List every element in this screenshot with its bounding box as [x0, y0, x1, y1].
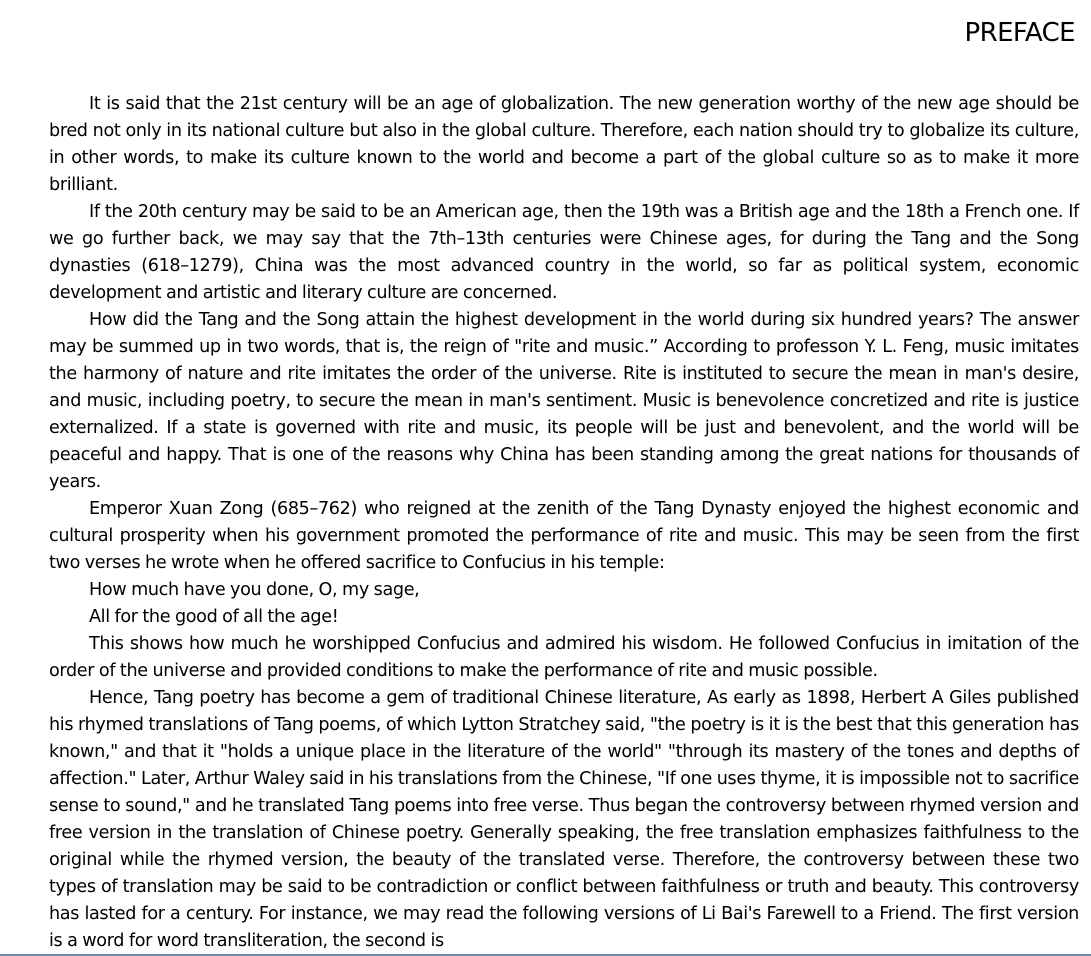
paragraph-tang-poetry-translation: Hence, Tang poetry has become a gem of traditional Chinese literature, As early as 1898, Herbert A Giles published his rhymed translations of Tang poems, of which Lytton Stratchey said, "the poetry is it is the best that this generation has known," and that it "holds a unique place in the literature of the world" "through its mastery of the tones and depths of affection." Later, Arthur Waley said in his translations from the Chinese, "If one uses thyme, it is impossible not to sacrifice sense to sound," and he translated Tang poems into free verse. Thus began the controversy between rhymed version and free version in the translation of Chinese poetry. Generally speaking, the free translation emphasizes faithfulness to the original while the rhymed version, the beauty of the translated verse. Therefore, the controversy between these two types of translation may be said to be contradiction or conflict between faithfulness or truth and beauty. This controversy has lasted for a century. For instance, we may read the following versions of Li Bai's Farewell to a Friend. The first version is a word for word transliteration, the second is	[49, 688, 1079, 951]
paragraph-emperor-xuan-zong: Emperor Xuan Zong (685–762) who reigned at the zenith of the Tang Dynasty enjoyed the highest economic and cultural prosperity when his government promoted the performance of rite and music. This may be seen from the first two verses he wrote when he offered sacrifice to Confucius in his temple:	[49, 499, 1079, 573]
paragraph-chinese-ages: If the 20th century may be said to be an American age, then the 19th was a British age and the 18th a French one. If we go further back, we may say that the 7th–13th centuries were Chinese ages, for during the Tang and the Song dynasties (618–1279), China was the most advanced country in the world, so far as political system, economic development and artistic and literary culture are concerned.	[49, 202, 1079, 303]
page-title: PREFACE	[964, 18, 1075, 48]
document-body	[49, 91, 1079, 955]
paragraph-worship-confucius: This shows how much he worshipped Confucius and admired his wisdom. He followed Confucius in imitation of the order of the universe and provided conditions to make the performance of rite and music possible.	[49, 634, 1079, 681]
verse-line-1: How much have you done, O, my sage,	[89, 580, 420, 600]
paragraph-globalization: It is said that the 21st century will be an age of globalization. The new generation worthy of the new age should be bred not only in its national culture but also in the global culture. Therefore, each nation should try to globalize its culture, in other words, to make its culture known to the world and become a part of the global culture so as to make it more brilliant.	[49, 94, 1079, 195]
verse-line-2: All for the good of all the age!	[89, 607, 339, 627]
paragraph-rite-and-music: How did the Tang and the Song attain the highest development in the world during six hundred years? The answer may be summed up in two words, that is, the reign of "rite and music.” According to professon Y. L. Feng, music imitates the harmony of nature and rite imitates the order of the universe. Rite is instituted to secure the mean in man's desire, and music, including poetry, to secure the mean in man's sentiment. Music is benevolence concretized and rite is justice externalized. If a state is governed with rite and music, its people will be just and benevolent, and the world will be peaceful and happy. That is one of the reasons why China has been standing among the great nations for thousands of years.	[49, 310, 1079, 492]
